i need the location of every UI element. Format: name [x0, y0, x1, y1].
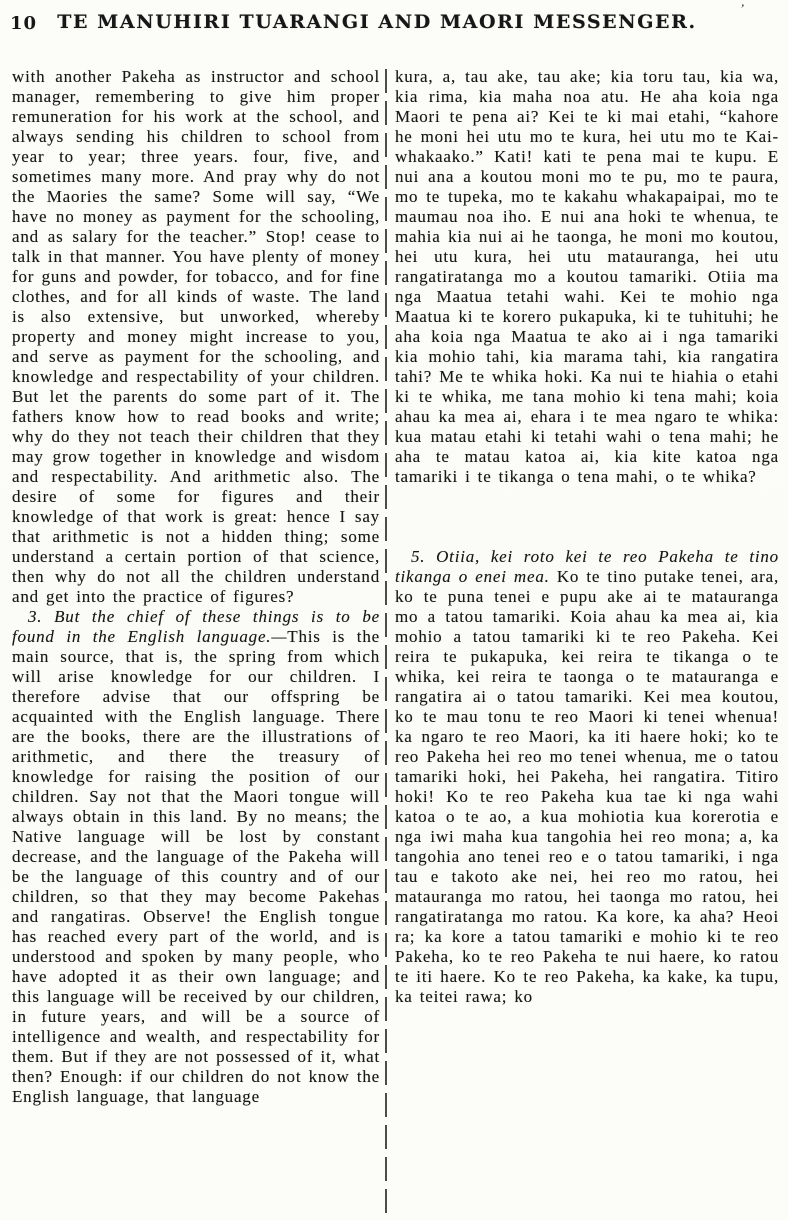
english-section3-body-text: This is the main source, that is, the spring from which will arise knowledge for our children. I therefore advise that our offspring be acquainted with the English language. There are the books, there are the illustrations of arithmetic, and there the treasury of knowledge for raising the position of our children. Say not that the Maori tongue will always obtain in this land. By no means; the Native language will be lost by constant decrease, and the language of the Pakeha will be the language of this country and of our children, so that they may become Pakehas and rangatiras. Observe! the English tongue has reached every part of the world, and is understood and spoken by many people, who have adopted it as their own language; and this language will be received by our children, in future years, and will be a source of intelligence and wealth, and respectability for them. But if they are not possessed of it, what then? Enough: if our children do not know the English language, that language [12, 627, 380, 1106]
ink-mark: ʼ [738, 0, 746, 17]
article-body [0, 67, 788, 1220]
maori-continuation-paragraph: kura, a, tau ake, tau ake; kia toru tau, kia wa, kia rima, kia maha noa atu. He aha koia nga Maori te pena ai? Kei te ki mai etahi, “kahore he moni hei utu mo te kura, hei utu mo te Kai-whakaako.” Kati! kati te pena mai te kupu. E nui ana a koutou moni mo te pu, mo te paura, mo te tupeka, mo te kakahu whakapaipai, mo te maumau noa iho. E nui ana hoki te whenua, te mahia kia nui ai he taonga, he moni mo koutou, hei utu kura, hei utu matauranga, hei utu rangatiratanga mo a koutou tamariki. Otiia ma nga Maatua tetahi wahi. Kei te mohio nga Maatua ki te korero pukapuka, ki te tuhituhi; he aha koia nga Maatua te ako ai i nga tamariki kia mohio tahi, kia marama tahi, kia rangatira tahi? Me te whika hoki. Ka nui te hiahia o etahi ki te whika, me tana mohio ki tena mahi; koia ahau ka mea ai, ehara i te mea ngaro te whika: kua matau etahi ki tetahi wahi o tena mahi; he aha te matau katoa ai, kia kite katoa nga tamariki i te tikanga o tena mahi, o te whika? [395, 67, 779, 486]
maori-section5-body-text: Ko te tino putake tenei, ara, ko te puna tenei e pupu ake ai te matauranga mo a tatou tamariki. Koia ahau ka mea ai, kia mohio a tatou tamariki ki te reo Pakeha. Kei reira te pukapuka, kei reira te tikanga o te whika, kei reira te taonga o te matauranga e rangatira ai o tatou tamariki. Kei mea koutou, ko te mau tonu te reo Maori ki tenei whenua! ka ngaro te reo Maori, ka iti haere hoki; ko te reo Pakeha hei reo mo tenei whenua, me o tatou tamariki hoki, hei Pakeha, hei rangatira. Titiro hoki! Ko te reo Pakeha kua tae ki nga wahi katoa o te ao, a kua mohiotia kua korerotia e nga iwi maha kua tangohia hei reo mona; a, ka tangohia ano tenei reo e o tatou tamariki, i nga tau e takoto ake nei, hei reo mo ratou, hei matauranga mo ratou, hei taonga mo ratou, hei rangatiratanga mo ratou. Ka kore, ka aha? Heoi ra; ka kore a tatou tamariki e mohio ki te reo Pakeha, ko te reo Pakeha te nui haere, ko ratou te iti haere. Ko te reo Pakeha, ka kake, ka tupu, ka teitei rawa; ko [395, 567, 779, 1006]
english-continuation-paragraph: with another Pakeha as instructor and school manager, remembering to give him proper remuneration for his work at the school, and always sending his children to school from year to year; three years. four, five, and sometimes many more. And pray why do not the Maories the same? Some will say, “We have no money as payment for the schooling, and as salary for the teacher.” Stop! cease to talk in that manner. You have plenty of money for guns and powder, for tobacco, and for fine clothes, and for all kinds of waste. The land is also extensive, but unworked, whereby property and money might increase to you, and serve as payment for the schooling, and knowledge and respectability of your children. But let the parents do some part of it. The fathers know how to read books and write; why do they not teach their children that they may grow together in knowledge and wisdom and respectability. And arithmetic also. The desire of some for figures and their knowledge of that work is great: hence I say that arithmetic is not a hidden thing; some understand a certain portion of that science, then why do not all the children understand and get into the practice of figures? [12, 67, 380, 606]
english-section3-paragraph [12, 607, 380, 1107]
maori-section5-paragraph [395, 547, 779, 1007]
english-section3-heading-italic: 3. But the chief of these things is to be found in the English language.— [12, 607, 380, 646]
column-divider-rule [385, 69, 387, 1220]
maori-section5-heading-italic: 5. Otiia, kei roto kei te reo Pakeha te tino tikanga o enei mea. [395, 547, 779, 586]
page-number: 10 [10, 13, 38, 34]
column-maori [395, 67, 779, 1220]
masthead-title: TE MANUHIRI TUARANGI AND MAORI MESSENGER. [57, 11, 697, 33]
page-header [0, 0, 788, 49]
column-english [12, 67, 380, 1220]
